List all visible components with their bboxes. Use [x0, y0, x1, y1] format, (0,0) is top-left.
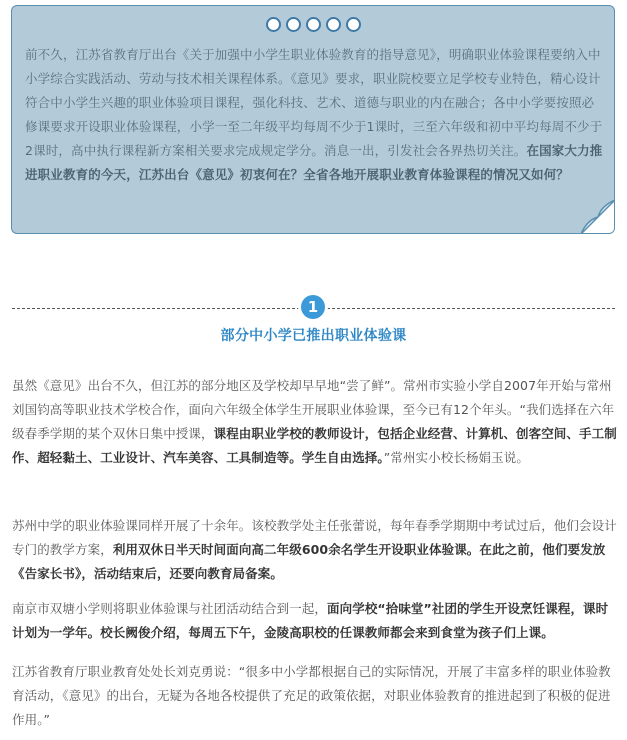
paragraph-text: 江苏省教育厅职业教育处处长刘克勇说：“很多中小学都根据自己的实际情况，开展了丰富多样的职业体验教育活动，《意见》的出台，无疑为各地各校提供了充足的政策依据，对职业体验教育的推进起到了积极的促进作用。”	[12, 664, 611, 727]
paragraph-text: 苏州中学的职业体验课同样开展了十余年。该校教学处主任张蕾说，每年春季学期期中考试过后，他们会设计专门的教学方案，	[12, 518, 617, 557]
section-number-badge: 1	[301, 295, 325, 319]
intro-card	[11, 5, 615, 234]
intro-question: 在国家大力推进职业教育的今天，江苏出台《意见》初衷何在？全省各地开展职业教育体验课程的情况又如何？	[25, 143, 603, 182]
paragraph-changzhou	[12, 374, 618, 470]
paragraph-quote	[12, 660, 618, 732]
intro-body: 前不久，江苏省教育厅出台《关于加强中小学生职业体验教育的指导意见》，明确职业体验课程要纳入中小学综合实践活动、劳动与技术相关课程体系。《意见》要求，职业院校要立足学校专业特色，精心设计符合中小学生兴趣的职业体验项目课程，强化科技、艺术、道德与职业的内在融合；各中小学要按照必修课要求开设职业体验课程，小学一至二年级平均每周不少于1课时，三至六年级和初中平均每周不少于2课时，高中执行课程新方案相关要求完成规定学分。消息一出，引发社会各界热切关注。	[25, 47, 603, 158]
paragraph-text: ”常州实小校长杨娟玉说。	[383, 450, 529, 465]
paragraph-text: 虽然《意见》出台不久，但江苏的部分地区及学校却早早地“尝了鲜”。常州市实验小学自2007年开始与常州刘国钧高等职业技术学校合作，面向六年级全体学生开展职业体验课，至今已有12个年头。“我们选择在六年级春季学期的某个双休日集中授课，	[12, 378, 615, 441]
intro-text	[25, 43, 605, 187]
dot-icon	[346, 17, 361, 32]
paragraph-bold: 面向学校“拾味堂”社团的学生开设烹饪课程，课时计划为一学年。校长阙俊介绍，每周五下午，金陵高职校的任课教师都会来到食堂为孩子们上课。	[12, 601, 609, 640]
dot-icon	[266, 17, 281, 32]
paragraph-nanjing	[12, 597, 618, 645]
paragraph-text: 南京市双塘小学则将职业体验课与社团活动结合到一起，	[12, 601, 328, 616]
decorative-dots	[12, 17, 614, 32]
dot-icon	[286, 17, 301, 32]
paragraph-suzhou	[12, 514, 618, 586]
page-curl-icon	[581, 200, 615, 234]
dot-icon	[306, 17, 321, 32]
section-title: 部分中小学已推出职业体验课	[220, 328, 407, 344]
paragraph-bold: 利用双休日半天时间面向高二年级600余名学生开设职业体验课。在此之前，他们要发放《告家长书》，活动结束后，还要向教育局备案。	[12, 542, 606, 581]
paragraph-bold: 课程由职业学校的教师设计，包括企业经营、计算机、创客空间、手工制作、超轻黏土、工业设计、汽车美容、工具制造等。学生自由选择。	[12, 426, 617, 465]
dot-icon	[326, 17, 341, 32]
